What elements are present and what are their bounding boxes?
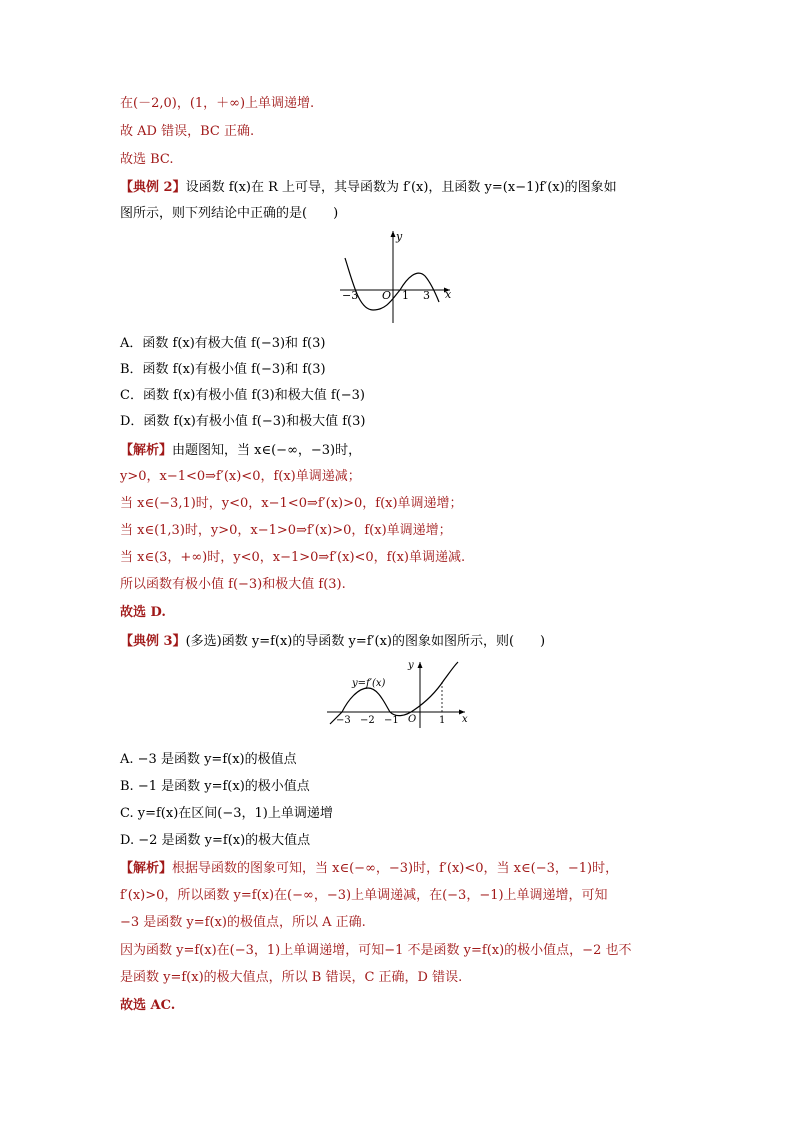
example3-tick-neg3: −3	[336, 715, 351, 726]
example3-answer: 故选 AC.	[120, 998, 176, 1013]
example3-analysis-tag: 【解析】	[120, 861, 173, 876]
example2-tick-neg3: −3	[342, 289, 359, 302]
example2-curve	[345, 258, 439, 310]
example2-question-text-1: 设函数 f(x)在 R 上可导，其导函数为 f′(x)，且函数 y=(x−1)f′(x)的图象如	[185, 180, 617, 195]
example2-analysis-line-4: 当 x∈(1,3)时，y>0，x−1>0⇒f′(x)>0，f(x)单调递增；	[120, 523, 452, 538]
example3-tag: 【典例 3】	[120, 634, 186, 649]
top-text-line-2: 故 AD 错误，BC 正确.	[120, 124, 255, 139]
example3-tick-1: 1	[439, 715, 446, 726]
example2-analysis-line-2: y>0，x−1<0⇒f′(x)<0，f(x)单调递减；	[120, 469, 361, 484]
top-text-line-1: 在(－2,0)，(1，＋∞)上单调递增.	[120, 96, 315, 111]
example2-analysis-text-1: 由题图知，当 x∈(−∞，−3)时，	[172, 443, 362, 458]
example2-analysis-line-5: 当 x∈(3，+∞)时，y<0，x−1>0⇒f′(x)<0，f(x)单调递减.	[120, 550, 466, 565]
example3-question-line	[120, 632, 545, 652]
example2-question-line-1	[120, 178, 617, 198]
example2-x-label: x	[445, 288, 452, 301]
example2-graph	[335, 228, 460, 328]
example2-y-arrow	[391, 231, 396, 237]
example3-analysis-line-1	[120, 859, 618, 879]
example3-tick-neg1: −1	[384, 715, 399, 726]
example2-option-c: C．函数 f(x)有极小值 f(3)和极大值 f(−3)	[120, 388, 365, 403]
example3-question-text: (多选)函数 y=f(x)的导函数 y=f′(x)的图象如图所示，则( )	[185, 634, 546, 649]
example3-option-a: A. −3 是函数 y=f(x)的极值点	[120, 752, 297, 767]
example3-analysis-line-4: 因为函数 y=f(x)在(−3，1)上单调递增，可知−1 不是函数 y=f(x)的极小值点，−2 也不	[120, 943, 632, 958]
example2-option-d: D．函数 f(x)有极小值 f(−3)和极大值 f(3)	[120, 414, 366, 429]
example3-y-label: y	[408, 660, 414, 671]
example3-x-label: x	[462, 714, 468, 725]
example2-analysis-line-3: 当 x∈(−3,1)时，y<0，x−1<0⇒f′(x)>0，f(x)单调递增；	[120, 496, 463, 511]
example3-graph	[322, 658, 472, 730]
example3-option-c: C. y=f(x)在区间(−3，1)上单调递增	[120, 806, 333, 821]
example2-analysis-line-1	[120, 441, 361, 461]
example2-analysis-line-6: 所以函数有极小值 f(−3)和极大值 f(3).	[120, 577, 346, 592]
example2-y-label: y	[396, 230, 403, 243]
example3-analysis-line-2: f′(x)>0，所以函数 y=f(x)在(−∞，−3)上单调递减，在(−3，−1)上单调递增，可知	[120, 888, 608, 903]
example3-analysis-line-5: 是函数 y=f(x)的极大值点，所以 B 错误，C 正确，D 错误.	[120, 970, 463, 985]
example3-tick-neg2: −2	[360, 715, 375, 726]
example3-option-b: B. −1 是函数 y=f(x)的极小值点	[120, 779, 310, 794]
example2-question-line-2: 图所示，则下列结论中正确的是( )	[120, 206, 339, 221]
example2-option-b: B．函数 f(x)有极小值 f(−3)和 f(3)	[120, 362, 326, 377]
example3-origin-label: O	[408, 714, 417, 725]
example2-analysis-tag: 【解析】	[120, 443, 173, 458]
example2-tag: 【典例 2】	[120, 180, 186, 195]
example3-option-d: D. −2 是函数 y=f(x)的极大值点	[120, 833, 311, 848]
example2-tick-3: 3	[423, 289, 430, 302]
top-text-line-3: 故选 BC.	[120, 152, 174, 167]
example2-tick-1: 1	[402, 289, 409, 302]
example2-option-a: A．函数 f(x)有极大值 f(−3)和 f(3)	[120, 336, 326, 351]
example3-y-arrow	[418, 662, 423, 668]
example2-origin-label: O	[382, 289, 392, 302]
example3-analysis-line-3: −3 是函数 y=f(x)的极值点，所以 A 正确.	[120, 915, 366, 930]
example3-analysis-text-1: 根据导函数的图象可知，当 x∈(−∞，−3)时，f′(x)<0，当 x∈(−3，−1)时，	[172, 861, 619, 876]
example2-answer: 故选 D.	[120, 605, 166, 620]
example3-curve-label: y=f′(x)	[352, 678, 386, 689]
